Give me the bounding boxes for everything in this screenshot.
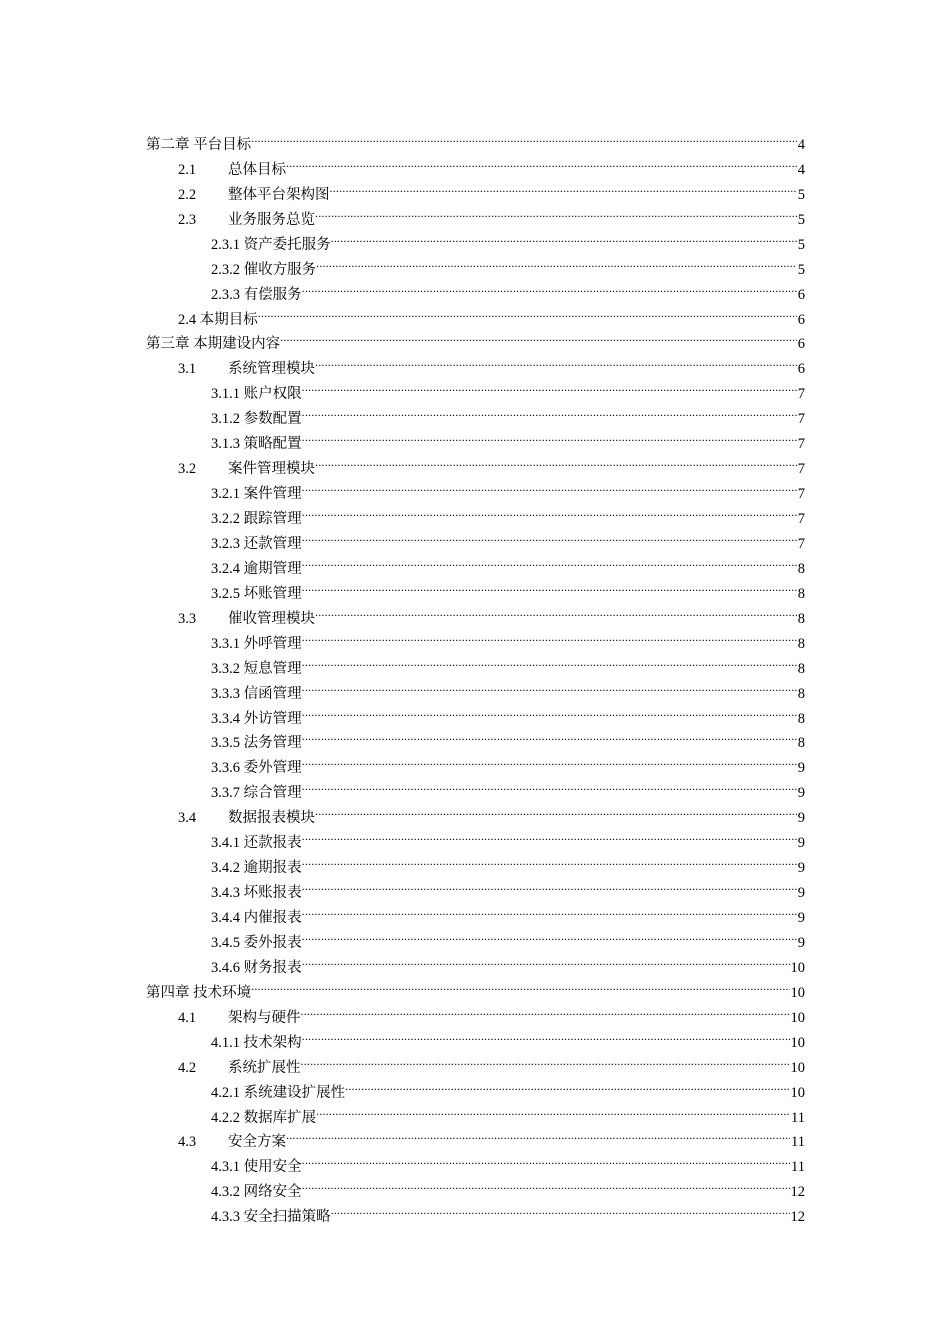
toc-subsection-entry[interactable] xyxy=(0,398,950,428)
toc-entry-page-number: 6 xyxy=(797,311,805,328)
toc-subsection-entry[interactable] xyxy=(0,922,950,951)
dot-leader xyxy=(330,174,797,199)
toc-subsection-entry[interactable] xyxy=(0,1022,950,1051)
toc-entry-number: 4.2 xyxy=(178,1059,197,1076)
toc-entry-title: 3.3.7 综合管理 xyxy=(211,785,302,802)
toc-chapter-entry[interactable] xyxy=(0,124,950,153)
dot-leader xyxy=(315,199,797,224)
toc-entry-page-number: 9 xyxy=(797,885,805,902)
dot-leader xyxy=(302,1146,790,1171)
toc-entry-title: 3.4.2 逾期报表 xyxy=(211,860,302,877)
toc-entry-page-number: 9 xyxy=(797,910,805,926)
toc-entry-page-number: 5 xyxy=(797,261,805,278)
dot-leader xyxy=(302,922,797,947)
toc-section-entry[interactable] xyxy=(0,348,950,378)
toc-subsection-entry[interactable] xyxy=(0,897,950,926)
toc-entry-page-number: 7 xyxy=(797,436,805,453)
toc-entry-page-number: 8 xyxy=(797,585,805,602)
toc-entry-number: 2.2 xyxy=(178,186,197,203)
dot-leader xyxy=(302,872,797,897)
dot-leader xyxy=(302,274,797,299)
toc-entry-page-number: 6 xyxy=(797,361,805,378)
dot-leader xyxy=(302,698,797,723)
dot-leader xyxy=(302,822,797,847)
toc-subsection-entry[interactable] xyxy=(0,772,950,802)
toc-entry-title: 4.2.1 系统建设扩展性 xyxy=(211,1084,346,1101)
toc-entry-title: 2.3.1 资产委托服务 xyxy=(211,236,331,253)
toc-entry-number: 3.2 xyxy=(178,461,197,478)
toc-entry-page-number: 7 xyxy=(797,386,805,403)
dot-leader xyxy=(302,523,797,548)
dot-leader xyxy=(302,623,797,648)
dot-leader xyxy=(302,747,797,772)
dot-leader xyxy=(315,348,797,373)
toc-entry-page-number: 5 xyxy=(797,236,805,253)
toc-subsection-entry[interactable] xyxy=(0,648,950,677)
dot-leader xyxy=(331,1196,790,1221)
toc-subsection-entry[interactable] xyxy=(0,1097,950,1126)
toc-subsection-entry[interactable] xyxy=(0,274,950,303)
dot-leader xyxy=(302,772,797,797)
toc-entry-title: 3.2.4 逾期管理 xyxy=(211,560,302,577)
toc-entry-title: 第四章 技术环境 xyxy=(146,984,252,1001)
toc-entry-title: 3.4.6 财务报表 xyxy=(211,959,302,976)
toc-subsection-entry[interactable] xyxy=(0,249,950,278)
toc-entry-page-number: 6 xyxy=(797,336,805,353)
toc-entry-page-number: 7 xyxy=(797,486,805,503)
toc-entry-page-number: 11 xyxy=(791,1134,805,1151)
toc-subsection-entry[interactable] xyxy=(0,723,950,752)
toc-entry-title: 4.3.1 使用安全 xyxy=(211,1159,302,1176)
toc-entry-page-number: 5 xyxy=(797,186,805,203)
toc-subsection-entry[interactable] xyxy=(0,498,950,527)
dot-leader xyxy=(302,648,797,673)
toc-subsection-entry[interactable] xyxy=(0,1196,950,1226)
toc-entry-page-number: 10 xyxy=(790,1009,805,1026)
toc-subsection-entry[interactable] xyxy=(0,573,950,602)
toc-entry-title: 2.4 本期目标 xyxy=(178,311,258,328)
toc-entry-page-number: 7 xyxy=(797,535,805,552)
dot-leader xyxy=(251,124,797,149)
toc-entry-page-number: 8 xyxy=(797,610,805,627)
toc-entry-title: 2.3.2 催收方服务 xyxy=(211,261,317,278)
toc-entry-title: 系统管理模块 xyxy=(228,361,315,378)
toc-entry-page-number: 9 xyxy=(797,810,805,827)
toc-subsection-entry[interactable] xyxy=(0,473,950,503)
toc-section-entry[interactable] xyxy=(0,199,950,228)
toc-entry-title: 3.4.3 坏账报表 xyxy=(211,885,302,902)
dot-leader xyxy=(345,1072,789,1097)
toc-entry-title: 催收管理模块 xyxy=(228,610,315,627)
toc-section-entry[interactable] xyxy=(0,1047,950,1076)
toc-entry-page-number: 9 xyxy=(797,760,805,777)
toc-entry-number: 2.3 xyxy=(178,211,197,228)
table-of-contents xyxy=(0,124,950,1226)
dot-leader xyxy=(302,1171,790,1196)
toc-entry-title: 3.2.1 案件管理 xyxy=(211,486,302,503)
toc-entry-page-number: 8 xyxy=(797,710,805,727)
toc-entry-page-number: 8 xyxy=(797,660,805,677)
toc-section-entry[interactable] xyxy=(0,1122,950,1151)
toc-entry-title: 3.3.4 外访管理 xyxy=(211,710,302,727)
dot-leader xyxy=(302,673,797,698)
toc-subsection-entry[interactable] xyxy=(0,423,950,453)
toc-entry-page-number: 9 xyxy=(797,934,805,951)
toc-entry-page-number: 5 xyxy=(797,211,805,228)
dot-leader xyxy=(301,997,790,1022)
toc-entry-title: 3.3.2 短息管理 xyxy=(211,660,302,677)
dot-leader xyxy=(315,797,797,822)
toc-entry-page-number: 11 xyxy=(791,1109,805,1126)
toc-entry-title: 3.3.3 信函管理 xyxy=(211,685,302,702)
toc-subsection-entry[interactable] xyxy=(0,847,950,877)
toc-chapter-entry[interactable] xyxy=(0,972,950,1001)
toc-entry-title: 数据报表模块 xyxy=(228,810,315,827)
toc-entry-title: 总体目标 xyxy=(228,161,286,178)
toc-subsection-entry[interactable] xyxy=(0,373,950,403)
toc-entry-title: 2.3.3 有偿服务 xyxy=(211,286,302,303)
toc-entry-number: 3.1 xyxy=(178,361,197,378)
toc-section-entry[interactable] xyxy=(0,149,950,178)
toc-entry-title: 安全方案 xyxy=(228,1134,286,1151)
toc-entry-title: 3.4.4 内催报表 xyxy=(211,910,302,926)
toc-entry-title: 整体平台架构图 xyxy=(228,186,330,203)
toc-subsection-entry[interactable] xyxy=(0,548,950,577)
toc-entry-title: 3.4.5 委外报表 xyxy=(211,934,302,951)
toc-entry-title: 案件管理模块 xyxy=(228,461,315,478)
toc-section-entry[interactable] xyxy=(0,997,950,1026)
dot-leader xyxy=(280,324,797,349)
dot-leader xyxy=(302,723,797,748)
dot-leader xyxy=(302,947,790,972)
dot-leader xyxy=(302,847,797,872)
dot-leader xyxy=(316,249,797,274)
toc-section-entry[interactable] xyxy=(0,598,950,627)
toc-subsection-entry[interactable] xyxy=(0,747,950,777)
toc-entry-line xyxy=(211,1196,805,1230)
toc-entry-title: 3.1.1 账户权限 xyxy=(211,386,302,403)
toc-entry-title: 3.2.3 还款管理 xyxy=(211,535,302,552)
toc-entry-page-number: 10 xyxy=(790,984,805,1001)
dot-leader xyxy=(302,498,797,523)
toc-entry-title: 3.2.5 坏账管理 xyxy=(211,585,302,602)
toc-subsection-entry[interactable] xyxy=(0,698,950,727)
toc-entry-page-number: 12 xyxy=(790,1209,805,1226)
toc-entry-title: 3.2.2 跟踪管理 xyxy=(211,511,302,527)
toc-entry-title: 4.3.2 网络安全 xyxy=(211,1184,302,1201)
toc-subsection-entry[interactable] xyxy=(0,947,950,976)
toc-entry-page-number: 10 xyxy=(790,1059,805,1076)
toc-subsection-entry[interactable] xyxy=(0,224,950,253)
dot-leader xyxy=(251,972,789,997)
toc-entry-page-number: 11 xyxy=(791,1159,805,1176)
toc-subsection-entry[interactable] xyxy=(0,1072,950,1101)
dot-leader xyxy=(302,897,797,922)
toc-entry-title: 3.3.1 外呼管理 xyxy=(211,635,302,652)
dot-leader xyxy=(286,1122,790,1147)
dot-leader xyxy=(302,373,797,398)
toc-entry-page-number: 8 xyxy=(797,735,805,752)
toc-entry-title: 业务服务总览 xyxy=(228,211,315,228)
dot-leader xyxy=(301,1047,790,1072)
toc-entry-page-number: 9 xyxy=(797,835,805,852)
toc-entry-page-number: 8 xyxy=(797,635,805,652)
toc-entry-title: 3.3.5 法务管理 xyxy=(211,735,302,752)
toc-entry-title: 4.1.1 技术架构 xyxy=(211,1034,302,1051)
toc-entry-title: 3.3.6 委外管理 xyxy=(211,760,302,777)
toc-entry-page-number: 7 xyxy=(797,511,805,527)
toc-entry-page-number: 7 xyxy=(797,411,805,428)
toc-entry-title: 3.1.2 参数配置 xyxy=(211,411,302,428)
toc-entry-page-number: 9 xyxy=(797,860,805,877)
toc-entry-number: 4.3 xyxy=(178,1134,197,1151)
dot-leader xyxy=(302,573,797,598)
toc-entry-number: 3.4 xyxy=(178,810,197,827)
toc-entry-page-number: 10 xyxy=(790,1034,805,1051)
toc-entry-title: 系统扩展性 xyxy=(228,1059,301,1076)
dot-leader xyxy=(258,299,797,324)
toc-entry-page-number: 8 xyxy=(797,685,805,702)
toc-entry-page-number: 6 xyxy=(797,286,805,303)
toc-entry-title: 4.2.2 数据库扩展 xyxy=(211,1109,317,1126)
dot-leader xyxy=(315,448,797,473)
toc-entry-title: 3.4.1 还款报表 xyxy=(211,835,302,852)
toc-entry-page-number: 4 xyxy=(797,161,805,178)
dot-leader xyxy=(302,548,797,573)
toc-entry-title: 4.3.3 安全扫描策略 xyxy=(211,1209,331,1226)
toc-entry-title: 3.1.3 策略配置 xyxy=(211,436,302,453)
toc-section-entry[interactable] xyxy=(0,299,950,328)
toc-section-entry[interactable] xyxy=(0,174,950,203)
toc-entry-number: 4.1 xyxy=(178,1009,197,1026)
toc-subsection-entry[interactable] xyxy=(0,623,950,652)
toc-entry-page-number: 4 xyxy=(797,136,805,153)
toc-subsection-entry[interactable] xyxy=(0,673,950,702)
toc-entry-title: 第二章 平台目标 xyxy=(146,136,252,153)
dot-leader xyxy=(302,473,797,498)
toc-section-entry[interactable] xyxy=(0,797,950,827)
toc-entry-page-number: 10 xyxy=(790,959,805,976)
dot-leader xyxy=(316,1097,790,1122)
toc-entry-page-number: 9 xyxy=(797,785,805,802)
toc-entry-title: 架构与硬件 xyxy=(228,1009,301,1026)
dot-leader xyxy=(331,224,797,249)
toc-entry-page-number: 8 xyxy=(797,560,805,577)
toc-section-entry[interactable] xyxy=(0,448,950,478)
toc-entry-page-number: 12 xyxy=(790,1184,805,1201)
toc-entry-number: 3.3 xyxy=(178,610,197,627)
toc-subsection-entry[interactable] xyxy=(0,523,950,552)
toc-entry-title: 第三章 本期建设内容 xyxy=(146,336,281,353)
dot-leader xyxy=(315,598,797,623)
toc-entry-page-number: 7 xyxy=(797,461,805,478)
dot-leader xyxy=(302,1022,790,1047)
toc-subsection-entry[interactable] xyxy=(0,822,950,852)
toc-entry-number: 2.1 xyxy=(178,161,197,178)
toc-entry-page-number: 10 xyxy=(790,1084,805,1101)
dot-leader xyxy=(302,423,797,448)
toc-subsection-entry[interactable] xyxy=(0,1171,950,1201)
toc-subsection-entry[interactable] xyxy=(0,872,950,902)
dot-leader xyxy=(286,149,797,174)
toc-subsection-entry[interactable] xyxy=(0,1146,950,1176)
dot-leader xyxy=(302,398,797,423)
toc-chapter-entry[interactable] xyxy=(0,324,950,353)
toc-entry-heading xyxy=(211,1205,331,1230)
